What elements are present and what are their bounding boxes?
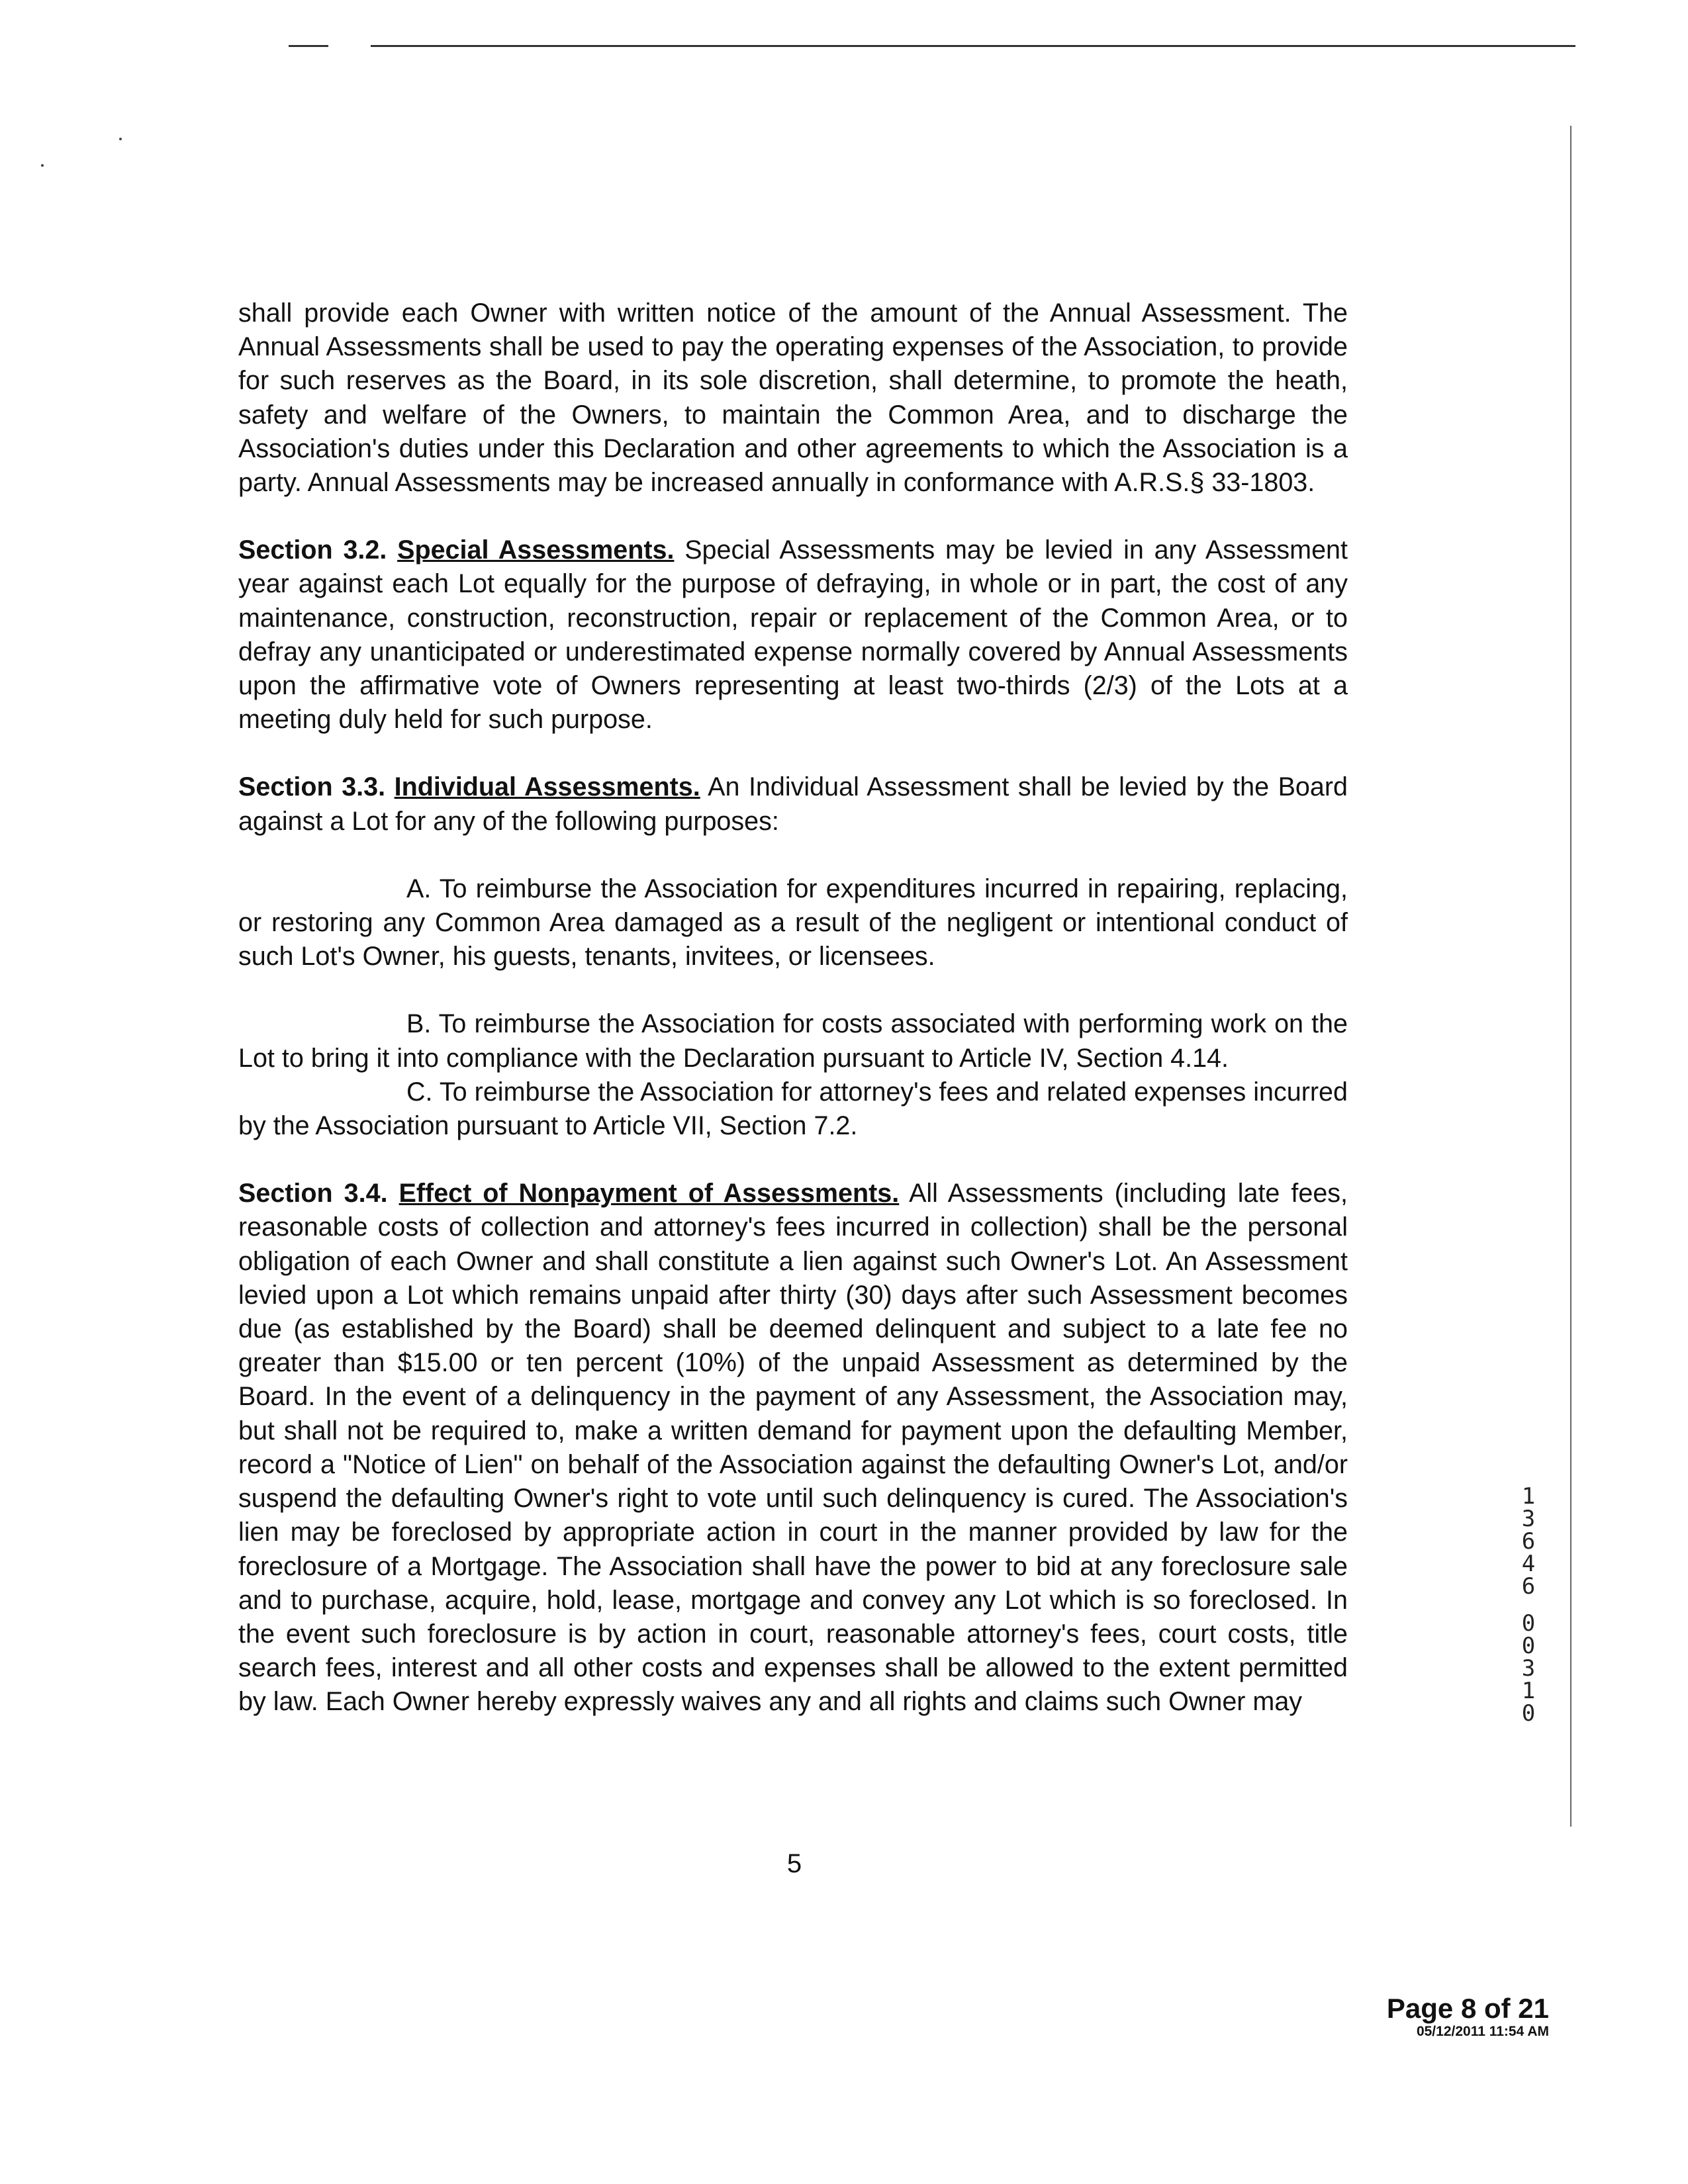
- section-number: Section 3.4.: [238, 1179, 388, 1208]
- section-number: Section 3.2.: [238, 535, 387, 565]
- section-title: Special Assessments.: [397, 535, 675, 565]
- list-item-a: A. To reimburse the Association for expenditures incurred in repairing, replacing, or restoring any Common Area damaged as a result of the negligent or intentional conduct of such Lot's Owner, his guests, tenants, invitees, or licensees.: [238, 874, 1348, 972]
- scan-line-fragment: [289, 45, 328, 47]
- stamp-digit: 3: [1521, 1506, 1536, 1532]
- list-item-c: C. To reimburse the Association for attorney's fees and related expenses incurred by the Association pursuant to Article VII, Section 7.2.: [238, 1077, 1348, 1141]
- recorded-timestamp: 05/12/2011 11:54 AM: [1416, 2024, 1549, 2039]
- list-item-b: B. To reimburse the Association for costs associated with performing work on the Lot to bring it into compliance with the Declaration pursuant to Article IV, Section 4.14.: [238, 1009, 1348, 1073]
- document-body: [238, 296, 1348, 1753]
- recording-stamp: [1519, 1485, 1538, 1725]
- section-3-3: [238, 770, 1348, 838]
- stamp-digit: 0: [1521, 1700, 1536, 1727]
- section-title: Individual Assessments.: [394, 772, 700, 802]
- section-body: Special Assessments may be levied in any Assessment year against each Lot equally for the purpose of defraying, in whole or in part, the cost of any maintenance, construction, reconstruction, repair or replacement of the Common Area, or to defray any unanticipated or underestimated expense normally covered by Annual Assessments upon the affirmative vote of Owners representing at least two-thirds (2/3) of the Lots at a meeting duly held for such purpose.: [238, 535, 1348, 735]
- section-body: An Individual Assessment shall be levied by the Board against a Lot for any of the following purposes:: [238, 772, 1348, 836]
- section-body: All Assessments (including late fees, reasonable costs of collection and attorney's fees incurred in collection) shall be the personal obligation of each Owner and shall constitute a lien against such Owner's Lot. An Assessment levied upon a Lot which remains unpaid after thirty (30) days after such Assessment becomes due (as established by the Board) shall be deemed delinquent and subject to a late fee no greater than $15.00 or ten percent (10%) of the unpaid Assessment as determined by the Board. In the event of a delinquency in the payment of any Assessment, the Association may, but shall not be required to, make a written demand for payment upon the defaulting Member, record a "Notice of Lien" on behalf of the Association against the defaulting Owner's Lot, and/or suspend the defaulting Owner's right to vote until such delinquency is cured. The Association's lien may be foreclosed by appropriate action in court in the manner provided by law for the foreclosure of a Mortgage. The Association shall have the power to bid at any foreclosure sale and to purchase, acquire, hold, lease, mortgage and convey any Lot which is so foreclosed. In the event such foreclosure is by action in court, reasonable attorney's fees, court costs, title search fees, interest and all other costs and expenses shall be allowed to the extent permitted by law. Each Owner hereby expressly waives any and all rights and claims such Owner may: [238, 1179, 1348, 1717]
- section-title: Effect of Nonpayment of Assessments.: [399, 1179, 900, 1208]
- section-3-4: [238, 1177, 1348, 1719]
- paragraph-continuation: shall provide each Owner with written notice of the amount of the Annual Assessment. The Annual Assessments shall be used to pay the operating expenses of the Association, to provide for such reserves as the Board, in its sole discretion, shall determine, to promote the heath, safety and welfare of the Owners, to maintain the Common Area, and to discharge the Association's duties under this Declaration and other agreements to which the Association is a party. Annual Assessments may be increased annually in conformance with A.R.S.§ 33-1803.: [238, 298, 1348, 498]
- section-number: Section 3.3.: [238, 772, 386, 802]
- stamp-digit: 3: [1521, 1655, 1536, 1682]
- page-number: 5: [786, 1849, 802, 1878]
- stamp-digit: 4: [1521, 1551, 1536, 1577]
- section-3-2: [238, 533, 1348, 737]
- stamp-digit: 6: [1521, 1528, 1536, 1555]
- recorder-footer: [1387, 1993, 1549, 2040]
- scan-right-border: [1570, 126, 1571, 1827]
- scan-top-border: [371, 45, 1575, 47]
- stamp-digit: 1: [1521, 1483, 1536, 1510]
- stamp-digit: 0: [1521, 1610, 1536, 1637]
- stamp-digit: 1: [1521, 1678, 1536, 1704]
- stamp-digit: 6: [1521, 1573, 1536, 1600]
- stamp-digit: 0: [1521, 1633, 1536, 1659]
- scan-speck: [119, 138, 122, 140]
- scan-speck: [41, 164, 44, 167]
- page-count-label: Page 8 of 21: [1386, 1993, 1549, 2024]
